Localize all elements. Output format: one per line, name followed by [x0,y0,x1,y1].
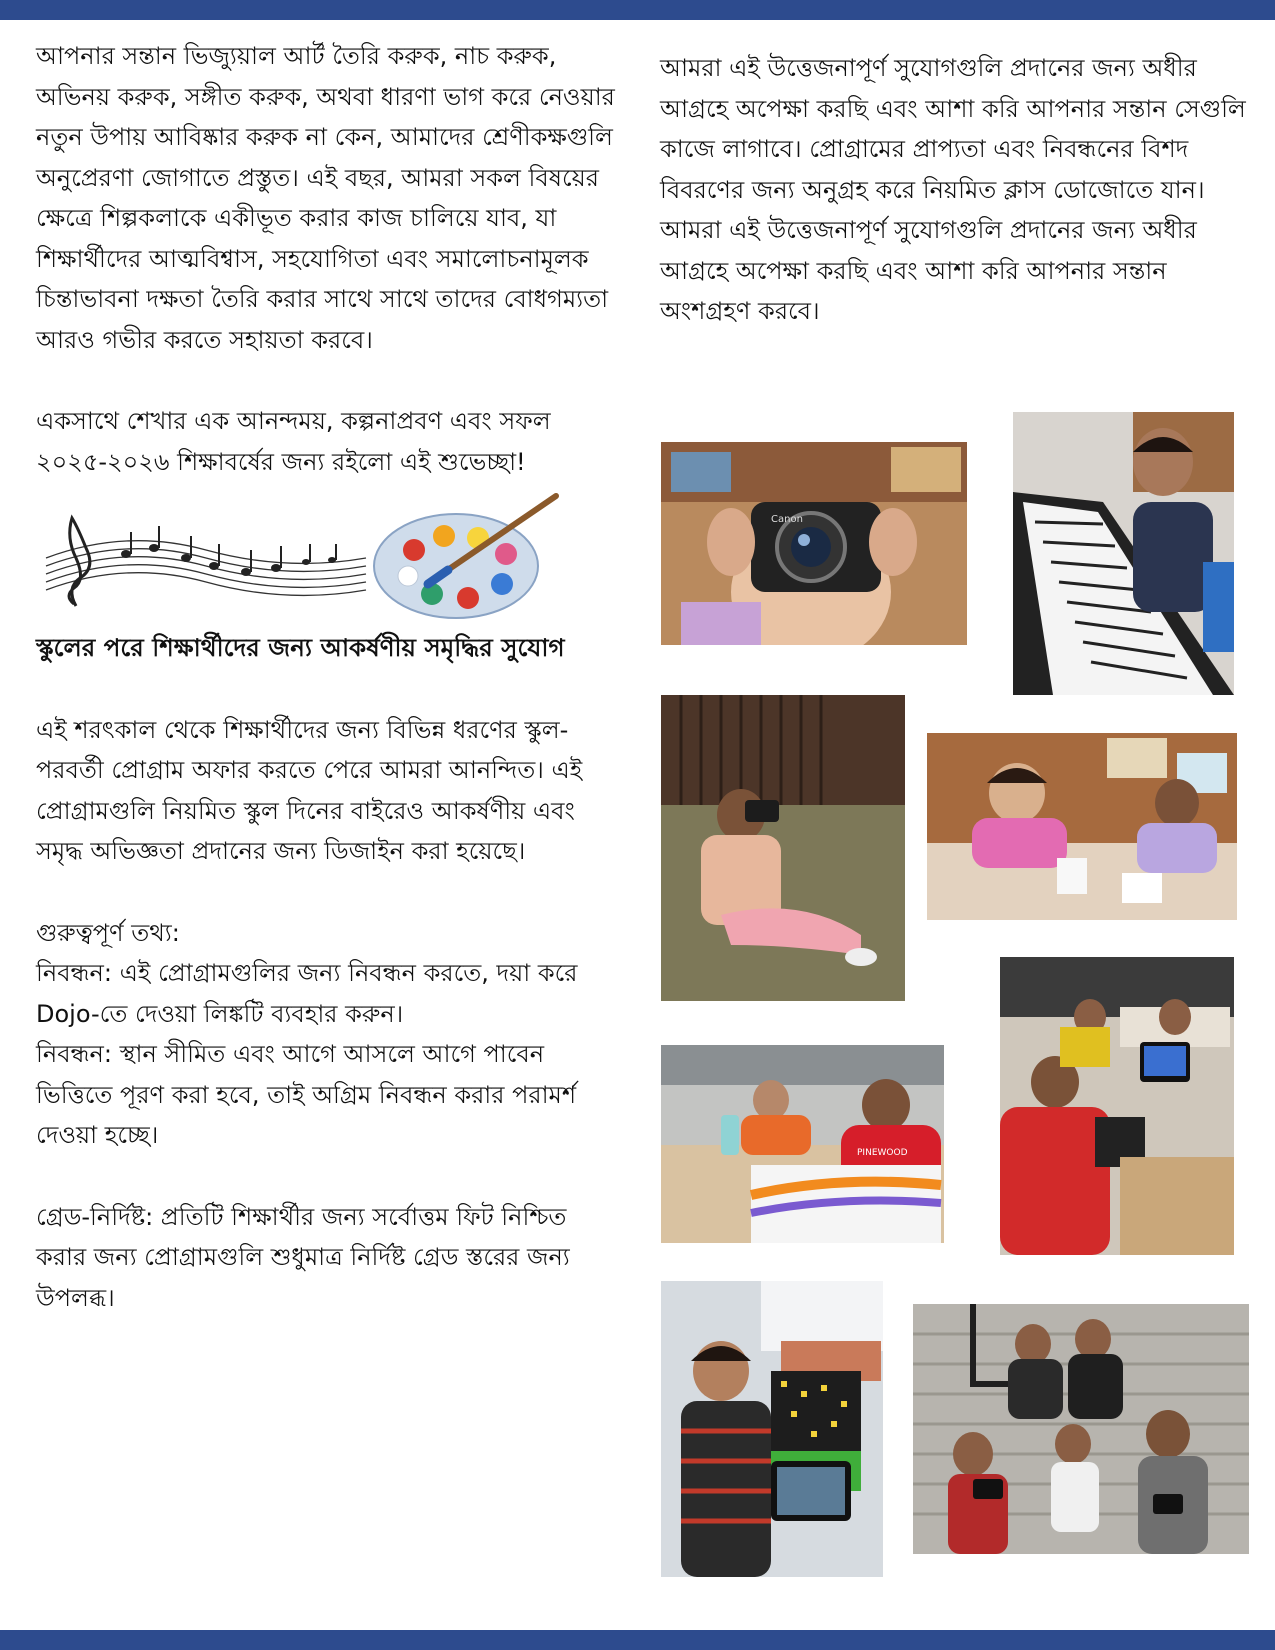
music-palette-illustration [36,488,576,628]
photo-student-camera [661,442,967,645]
bottom-band [0,1630,1275,1650]
photo-students-cameras-steps [913,1304,1249,1554]
section-heading: স্কুলের পরে শিক্ষার্থীদের জন্য আকর্ষণীয় সমৃদ্ধির সুযোগ [36,633,565,662]
intro-paragraph: আপনার সন্তান ভিজ্যুয়াল আর্ট তৈরি করুক, নাচ করুক, অভিনয় করুক, সঙ্গীত করুক, অথবা ধারণা ভাগ করে নেওয়ার নতুন উপায় আবিষ্কার করুক না কেন, আমাদের শ্রেণীকক্ষগুলি অনুপ্রেরণা জোগাতে প্রস্তুত। এই বছর, আমরা সকল বিষয়ের ক্ষেত্রে শিল্পকলাকে একীভূত করার কাজ চালিয়ে যাব, যা শিক্ষার্থীদের আত্মবিশ্বাস, সহযোগিতা এবং সমালোচনামূলক চিন্তাভাবনা দক্ষতা তৈরি করার সাথে সাথে তাদের বোধগম্যতা আরও গভীর করতে সহায়তা করবে। [36,42,615,354]
svg-text:PINEWOOD: PINEWOOD [857,1148,908,1158]
paint-palette-icon [374,496,556,618]
info-registration: নিবন্ধন: এই প্রোগ্রামগুলির জন্য নিবন্ধন করতে, দয়া করে Dojo-তে দেওয়া লিঙ্কটি ব্যবহার করুন। [36,959,578,1028]
right-paragraph: আমরা এই উত্তেজনাপূর্ণ সুযোগগুলি প্রদানের জন্য অধীর আগ্রহে অপেক্ষা করছি এবং আশা করি আপনার সন্তান সেগুলি কাজে লাগাবে। প্রোগ্রামের প্রাপ্যতা এবং নিবন্ধনের বিশদ বিবরণের জন্য অনুগ্রহ করে নিয়মিত ক্লাস ডোজোতে যান। আমরা এই উত্তেজনাপূর্ণ সুযোগগুলি প্রদানের জন্য অধীর আগ্রহে অপেক্ষা করছি এবং আশা করি আপনার সন্তান অংশগ্রহণ করবে। [660,54,1246,325]
photo-students-crafting [927,733,1237,920]
right-column [660,48,1250,332]
photo-students-drawing [661,1045,944,1243]
info-grade: গ্রেড-নির্দিষ্ট: প্রতিটি শিক্ষার্থীর জন্য সর্বোত্তম ফিট নিশ্চিত করার জন্য প্রোগ্রামগুলি শুধুমাত্র নির্দিষ্ট গ্রেড স্তরের জন্য উপলব্ধ। [36,1202,570,1312]
svg-text:Canon: Canon [771,514,803,525]
left-column [36,36,616,1318]
photo-student-piano [1013,412,1234,695]
top-band [0,0,1275,20]
photo-student-tablet [661,1281,883,1577]
wishes-paragraph: একসাথে শেখার এক আনন্দময়, কল্পনাপ্রবণ এবং সফল ২০২৫-২০২৬ শিক্ষাবর্ষের জন্য রইলো এই শুভেচ্ছা! [36,407,551,476]
music-notes-icon [36,488,576,628]
programs-paragraph: এই শরৎকাল থেকে শিক্ষার্থীদের জন্য বিভিন্ন ধরণের স্কুল-পরবর্তী প্রোগ্রাম অফার করতে পেরে আমরা আনন্দিত। এই প্রোগ্রামগুলি নিয়মিত স্কুল দিনের বাইরেও আকর্ষণীয় এবং সমৃদ্ধ অভিজ্ঞতা প্রদানের জন্য ডিজাইন করা হয়েছে। [36,715,583,865]
info-limited: নিবন্ধন: স্থান সীমিত এবং আগে আসলে আগে পাবেন ভিত্তিতে পূরণ করা হবে, তাই অগ্রিম নিবন্ধন করার পরামর্শ দেওয়া হচ্ছে। [36,1040,577,1149]
photo-student-photographing-outdoors [661,695,905,1001]
photo-students-laptop [1000,957,1234,1255]
info-title: গুরুত্বপূর্ণ তথ্য: [36,918,180,947]
